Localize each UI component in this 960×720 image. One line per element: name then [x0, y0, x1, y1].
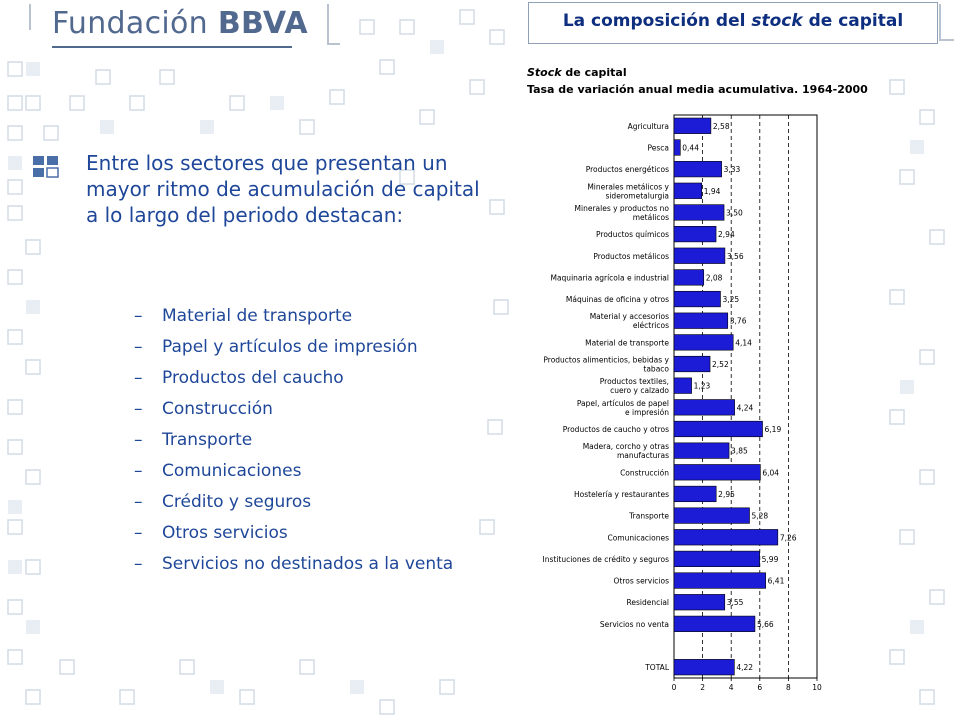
- dash-marker: –: [134, 368, 143, 388]
- bar: [674, 594, 725, 610]
- data-label: 4,14: [735, 338, 752, 348]
- list-item-text: Construcción: [162, 399, 273, 419]
- category-label: Comunicaciones: [607, 533, 669, 543]
- category-label: Productos energéticos: [585, 165, 669, 175]
- bar: [674, 335, 733, 351]
- data-label: 3,50: [726, 208, 743, 218]
- dash-marker: –: [134, 337, 143, 357]
- bar: [674, 486, 716, 502]
- list-item-text: Transporte: [162, 430, 253, 450]
- list-item: [134, 337, 474, 358]
- category-label: Material y accesorios eléctricos: [589, 312, 669, 331]
- x-tick-label: 2: [700, 683, 705, 692]
- bar: [674, 161, 722, 177]
- bar: [674, 400, 735, 416]
- list-item: [134, 554, 474, 575]
- dash-marker: –: [134, 399, 143, 419]
- data-label: 1,94: [703, 186, 721, 196]
- bar: [674, 464, 760, 480]
- data-label: 7,26: [779, 533, 797, 543]
- dash-marker: –: [134, 306, 143, 326]
- list-item: [134, 492, 474, 513]
- bar: [674, 291, 720, 307]
- list-item: [134, 523, 474, 544]
- data-label: 0,44: [682, 143, 699, 153]
- bar: [674, 573, 766, 589]
- x-tick-label: 8: [786, 683, 791, 692]
- x-tick-label: 6: [757, 683, 763, 692]
- bar: [674, 270, 704, 286]
- list-item-text: Crédito y seguros: [162, 492, 312, 512]
- category-label: Hostelería y restaurantes: [574, 489, 669, 499]
- slide-title-part-2: de capital: [802, 11, 904, 31]
- intro-paragraph: Entre los sectores que presentan un mayor ritmo de acumulación de capital a lo largo del periodo destacan:: [86, 151, 480, 227]
- category-label: Transporte: [629, 511, 669, 521]
- slide-title-italic: stock: [751, 11, 803, 31]
- dash-marker: –: [134, 430, 143, 450]
- category-label: Instituciones de crédito y seguros: [542, 554, 669, 564]
- square-bullet-icon: [33, 156, 59, 178]
- data-label: 3,33: [723, 165, 741, 175]
- category-label: Minerales y productos no metálicos: [574, 203, 669, 222]
- list-item: [134, 430, 474, 451]
- data-label: 6,04: [762, 468, 780, 478]
- data-label: 2,95: [718, 489, 735, 499]
- data-label: 3,76: [729, 316, 747, 326]
- bar: [674, 508, 750, 524]
- category-label: Otros servicios: [613, 576, 669, 586]
- x-tick-label: 0: [671, 683, 677, 692]
- category-label: Máquinas de oficina y otros: [565, 295, 669, 305]
- data-label: 3,56: [726, 251, 744, 261]
- data-label: 3,85: [731, 446, 748, 456]
- bar: [674, 529, 778, 545]
- x-tick-label: 10: [812, 683, 822, 692]
- data-label: 2,94: [718, 230, 735, 240]
- data-label: 5,28: [751, 511, 769, 521]
- logo-underline: [52, 46, 292, 48]
- data-label: 4,24: [736, 403, 754, 413]
- chart-title: Stock de capital: [527, 66, 627, 79]
- list-item-text: Material de transporte: [162, 306, 353, 326]
- category-label: Pesca: [647, 143, 669, 153]
- data-label: 3,55: [726, 598, 744, 608]
- data-label: 2,58: [712, 121, 730, 131]
- bar: [674, 551, 760, 567]
- category-label: Servicios no venta: [599, 619, 669, 629]
- list-item-text: Servicios no destinados a la venta: [162, 554, 454, 574]
- bar: [674, 118, 711, 134]
- bar: [674, 616, 755, 632]
- bar: [674, 140, 680, 156]
- category-label: Construcción: [620, 468, 669, 478]
- data-label: 5,99: [761, 554, 779, 564]
- data-label: 6,41: [767, 576, 785, 586]
- fundacion-bbva-logo: [52, 6, 308, 41]
- category-label: Minerales metálicos y siderometalurgia: [587, 182, 669, 201]
- bar: [674, 226, 716, 242]
- data-label: 6,19: [764, 424, 782, 434]
- dash-marker: –: [134, 461, 143, 481]
- list-item: [134, 368, 474, 389]
- category-label: Productos químicos: [596, 230, 669, 240]
- bar: [674, 443, 729, 459]
- category-label: Maquinaria agrícola e industrial: [550, 273, 669, 283]
- logo-brand: BBVA: [217, 6, 308, 41]
- bar: [674, 378, 692, 394]
- sector-list: [134, 306, 474, 585]
- list-item: [134, 399, 474, 420]
- dash-marker: –: [134, 554, 143, 574]
- list-item-text: Papel y artículos de impresión: [162, 337, 418, 357]
- logo-word: Fundación: [52, 6, 208, 41]
- data-label: 2,52: [712, 360, 729, 370]
- bar: [674, 205, 724, 221]
- bar: [674, 421, 763, 437]
- data-label: 1,23: [693, 381, 711, 391]
- category-label: Productos alimenticios, bebidas y tabaco: [543, 355, 669, 374]
- slide-title-part-1: La composición del: [562, 11, 752, 31]
- slide-title-box: [528, 2, 938, 44]
- category-label: Material de transporte: [585, 338, 669, 348]
- bar: [674, 248, 725, 264]
- stock-growth-bar-chart: [520, 60, 900, 700]
- bar: [674, 659, 734, 675]
- category-label: Papel, artículos de papel e impresión: [576, 398, 669, 417]
- bar: [674, 313, 728, 329]
- data-label: 4,22: [736, 663, 754, 673]
- category-label: Residencial: [626, 598, 669, 608]
- list-item-text: Otros servicios: [162, 523, 288, 543]
- data-label: 3,25: [722, 295, 740, 305]
- bar: [674, 356, 710, 372]
- data-label: 5,66: [756, 619, 774, 629]
- list-item: [134, 306, 474, 327]
- list-item: [134, 461, 474, 482]
- slide-title: [529, 11, 937, 31]
- category-label: TOTAL: [645, 663, 669, 673]
- chart-subtitle: Tasa de variación anual media acumulativa. 1964-2000: [527, 83, 868, 96]
- list-item-text: Productos del caucho: [162, 368, 344, 388]
- category-label: Productos metálicos: [593, 251, 669, 261]
- x-tick-label: 4: [728, 683, 734, 692]
- category-label: Productos de caucho y otros: [562, 424, 669, 434]
- category-label: Productos textiles, cuero y calzado: [599, 377, 669, 396]
- dash-marker: –: [134, 492, 143, 512]
- bar: [674, 183, 702, 199]
- plot-frame: [674, 115, 817, 678]
- category-label: Madera, corcho y otras manufacturas: [582, 442, 669, 461]
- data-label: 2,08: [705, 273, 723, 283]
- category-label: Agricultura: [627, 121, 669, 131]
- list-item-text: Comunicaciones: [162, 461, 302, 481]
- dash-marker: –: [134, 523, 143, 543]
